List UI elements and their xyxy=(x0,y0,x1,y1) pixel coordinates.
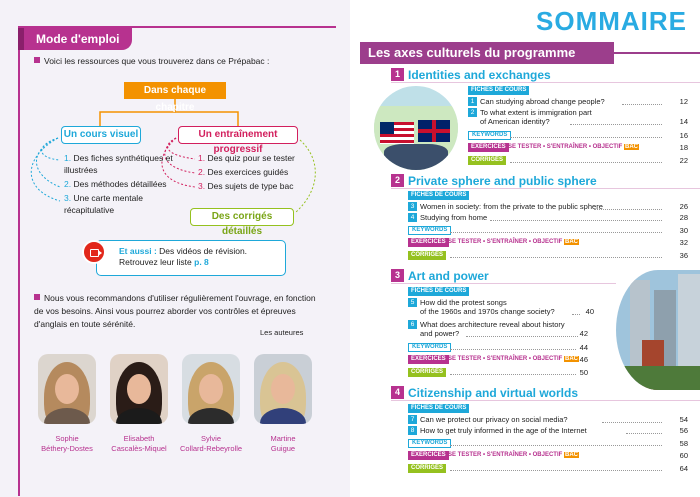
page-number: 40 xyxy=(585,307,594,316)
page-number: 32 xyxy=(679,238,688,247)
leader-dots xyxy=(626,433,662,434)
author-photo xyxy=(182,354,240,424)
leader-dots xyxy=(594,209,662,210)
author-photo xyxy=(254,354,312,424)
students-flags-image xyxy=(374,86,458,170)
leader-dots xyxy=(450,232,662,233)
leader-dots xyxy=(466,336,578,337)
fiches-tag: FICHES DE COURS xyxy=(408,191,469,200)
author-name: Martine Guigue xyxy=(270,434,296,453)
training-box: Un entraînement progressif xyxy=(178,126,298,144)
section-rule xyxy=(391,188,700,189)
page-number: 64 xyxy=(679,464,688,473)
chapter-title[interactable]: Women in society: from the private to the public sphere xyxy=(420,202,603,211)
leader-dots xyxy=(450,374,576,375)
leader-dots xyxy=(510,137,662,138)
section-number: 3 xyxy=(391,269,404,282)
page-number: 56 xyxy=(679,426,688,435)
page-number: 30 xyxy=(679,226,688,235)
keywords-tag: KEYWORDS xyxy=(408,226,451,235)
chapter-title[interactable]: Studying from home xyxy=(420,213,488,222)
exercices-tag: EXERCICES xyxy=(408,238,449,247)
fiches-tag: FICHES DE COURS xyxy=(408,404,469,413)
list-item: 2. Des méthodes détaillées xyxy=(64,179,167,189)
corriges-tag: CORRIGÉS xyxy=(408,368,446,377)
page-number: 36 xyxy=(679,251,688,260)
corriges-tag: CORRIGÉS xyxy=(408,464,446,473)
signature: Les auteures xyxy=(260,328,304,337)
axes-banner: Les axes culturels du programme xyxy=(360,42,614,64)
list-item: 2. Des exercices guidés xyxy=(198,167,289,177)
chapter-title[interactable]: To what extent is immigration part of American identity? xyxy=(480,108,592,126)
video-icon xyxy=(82,240,106,264)
chapter-number: 2 xyxy=(468,108,477,117)
author-photo xyxy=(110,354,168,424)
section-title[interactable]: Art and power xyxy=(408,269,489,283)
corriges-tag: CORRIGÉS xyxy=(468,156,506,165)
page-number: 18 xyxy=(679,143,688,152)
aussi-text: Des vidéos de révision. xyxy=(159,246,248,256)
aussi-label: Et aussi : xyxy=(119,246,157,256)
leader-dots xyxy=(622,104,662,105)
corriges-tag: CORRIGÉS xyxy=(408,251,446,260)
leader-dots xyxy=(572,314,580,315)
corriges-box: Des corrigés détaillés xyxy=(190,208,294,226)
page-number: 26 xyxy=(679,202,688,211)
list-item: 1. Des quiz pour se tester xyxy=(198,153,295,163)
exercices-tag: EXERCICES xyxy=(468,143,509,152)
author-photo xyxy=(38,354,96,424)
keywords-tag: KEYWORDS xyxy=(468,131,511,140)
list-item: 3. Des sujets de type bac xyxy=(198,181,294,191)
chapter-number: 6 xyxy=(408,320,417,329)
page-number: 28 xyxy=(679,213,688,222)
leader-dots xyxy=(510,162,662,163)
aussi-line2: Retrouvez leur liste xyxy=(119,257,192,267)
exercices-subtitle: SE TESTER • S'ENTRAÎNER • OBJECTIF BAC xyxy=(448,239,578,245)
city-buildings-image xyxy=(616,270,700,390)
recommendation-paragraph: Nous vous recommandons d'utiliser régulièrement l'ouvrage, en fonction de vos besoins. Ainsi vous pourrez aborder vos contrôles et épreuves d'anglais en toute sérénité. xyxy=(34,293,316,329)
exercices-tag: EXERCICES xyxy=(408,355,449,364)
keywords-tag: KEYWORDS xyxy=(408,343,451,352)
section-rule xyxy=(391,82,700,83)
leader-dots xyxy=(450,445,662,446)
keywords-tag: KEYWORDS xyxy=(408,439,451,448)
visual-course-box: Un cours visuel xyxy=(61,126,141,144)
leader-dots xyxy=(490,220,662,221)
list-item: 1. Des fiches synthétiques et illustrées xyxy=(64,153,173,175)
exercices-subtitle: SE TESTER • S'ENTRAÎNER • OBJECTIF BAC xyxy=(448,356,578,362)
chapter-title[interactable]: How to get truly informed in the age of the Internet xyxy=(420,426,587,435)
aussi-page-link[interactable]: p. 8 xyxy=(194,257,209,267)
mode-emploi-title: Mode d'emploi xyxy=(18,28,132,50)
chapter-title[interactable]: Can we protect our privacy on social media? xyxy=(420,415,568,424)
page-number: 22 xyxy=(679,156,688,165)
author-name: Sylvie Collard-Rebeyrolle xyxy=(179,434,243,453)
chapter-number: 3 xyxy=(408,202,417,211)
chapter-number: 7 xyxy=(408,415,417,424)
section-rule xyxy=(391,400,700,401)
aussi-box xyxy=(96,240,286,276)
chapter-number: 8 xyxy=(408,426,417,435)
page-number: 12 xyxy=(679,97,688,106)
page-number: 44 xyxy=(579,343,588,352)
list-item: 3. Une carte mentale récapitulative xyxy=(64,193,143,215)
chapter-number: 4 xyxy=(408,213,417,222)
exercices-subtitle: SE TESTER • S'ENTRAÎNER • OBJECTIF BAC xyxy=(508,144,638,150)
chapter-title[interactable]: What does architecture reveal about history and power? xyxy=(420,320,565,338)
leader-dots xyxy=(602,422,662,423)
training-list xyxy=(198,152,318,194)
author-name: Sophie Béthery-Dostes xyxy=(41,434,93,453)
page-number: 46 xyxy=(579,355,588,364)
fiches-tag: FICHES DE COURS xyxy=(408,287,469,296)
section-number: 1 xyxy=(391,68,404,81)
page-number: 60 xyxy=(679,451,688,460)
chapter-title[interactable]: How did the protest songs of the 1960s and 1970s change society? xyxy=(420,298,555,316)
section-rule xyxy=(391,283,616,284)
page-number: 58 xyxy=(679,439,688,448)
fiches-tag: FICHES DE COURS xyxy=(468,86,529,95)
page-number: 54 xyxy=(679,415,688,424)
axes-line xyxy=(614,52,700,54)
exercices-subtitle: SE TESTER • S'ENTRAÎNER • OBJECTIF BAC xyxy=(448,452,578,458)
leader-dots xyxy=(570,124,662,125)
section-number: 2 xyxy=(391,174,404,187)
page-number: 42 xyxy=(579,329,588,338)
leader-dots xyxy=(450,349,576,350)
page-number: 16 xyxy=(679,131,688,140)
right-page xyxy=(350,0,700,497)
author-name: Elisabeth Cascalès-Miquel xyxy=(111,434,167,453)
square-bullet-icon xyxy=(34,294,40,300)
chapter-title[interactable]: Can studying abroad change people? xyxy=(480,97,605,106)
leader-dots xyxy=(450,257,662,258)
sommaire-title: SOMMAIRE xyxy=(536,6,687,36)
section-title[interactable]: Identities and exchanges xyxy=(408,68,551,82)
page-number: 14 xyxy=(679,117,688,126)
chapter-number: 1 xyxy=(468,97,477,106)
chapter-number: 5 xyxy=(408,298,417,307)
chapter-box: Dans chaque chapitre xyxy=(124,82,226,99)
exercices-tag: EXERCICES xyxy=(408,451,449,460)
section-number: 4 xyxy=(391,386,404,399)
section-title[interactable]: Private sphere and public sphere xyxy=(408,174,597,188)
visual-list xyxy=(64,152,184,218)
leader-dots xyxy=(450,470,662,471)
intro-label: Voici les ressources que vous trouverez dans ce Prépabac : xyxy=(44,56,270,66)
section-title[interactable]: Citizenship and virtual worlds xyxy=(408,386,579,400)
page-number: 50 xyxy=(579,368,588,377)
